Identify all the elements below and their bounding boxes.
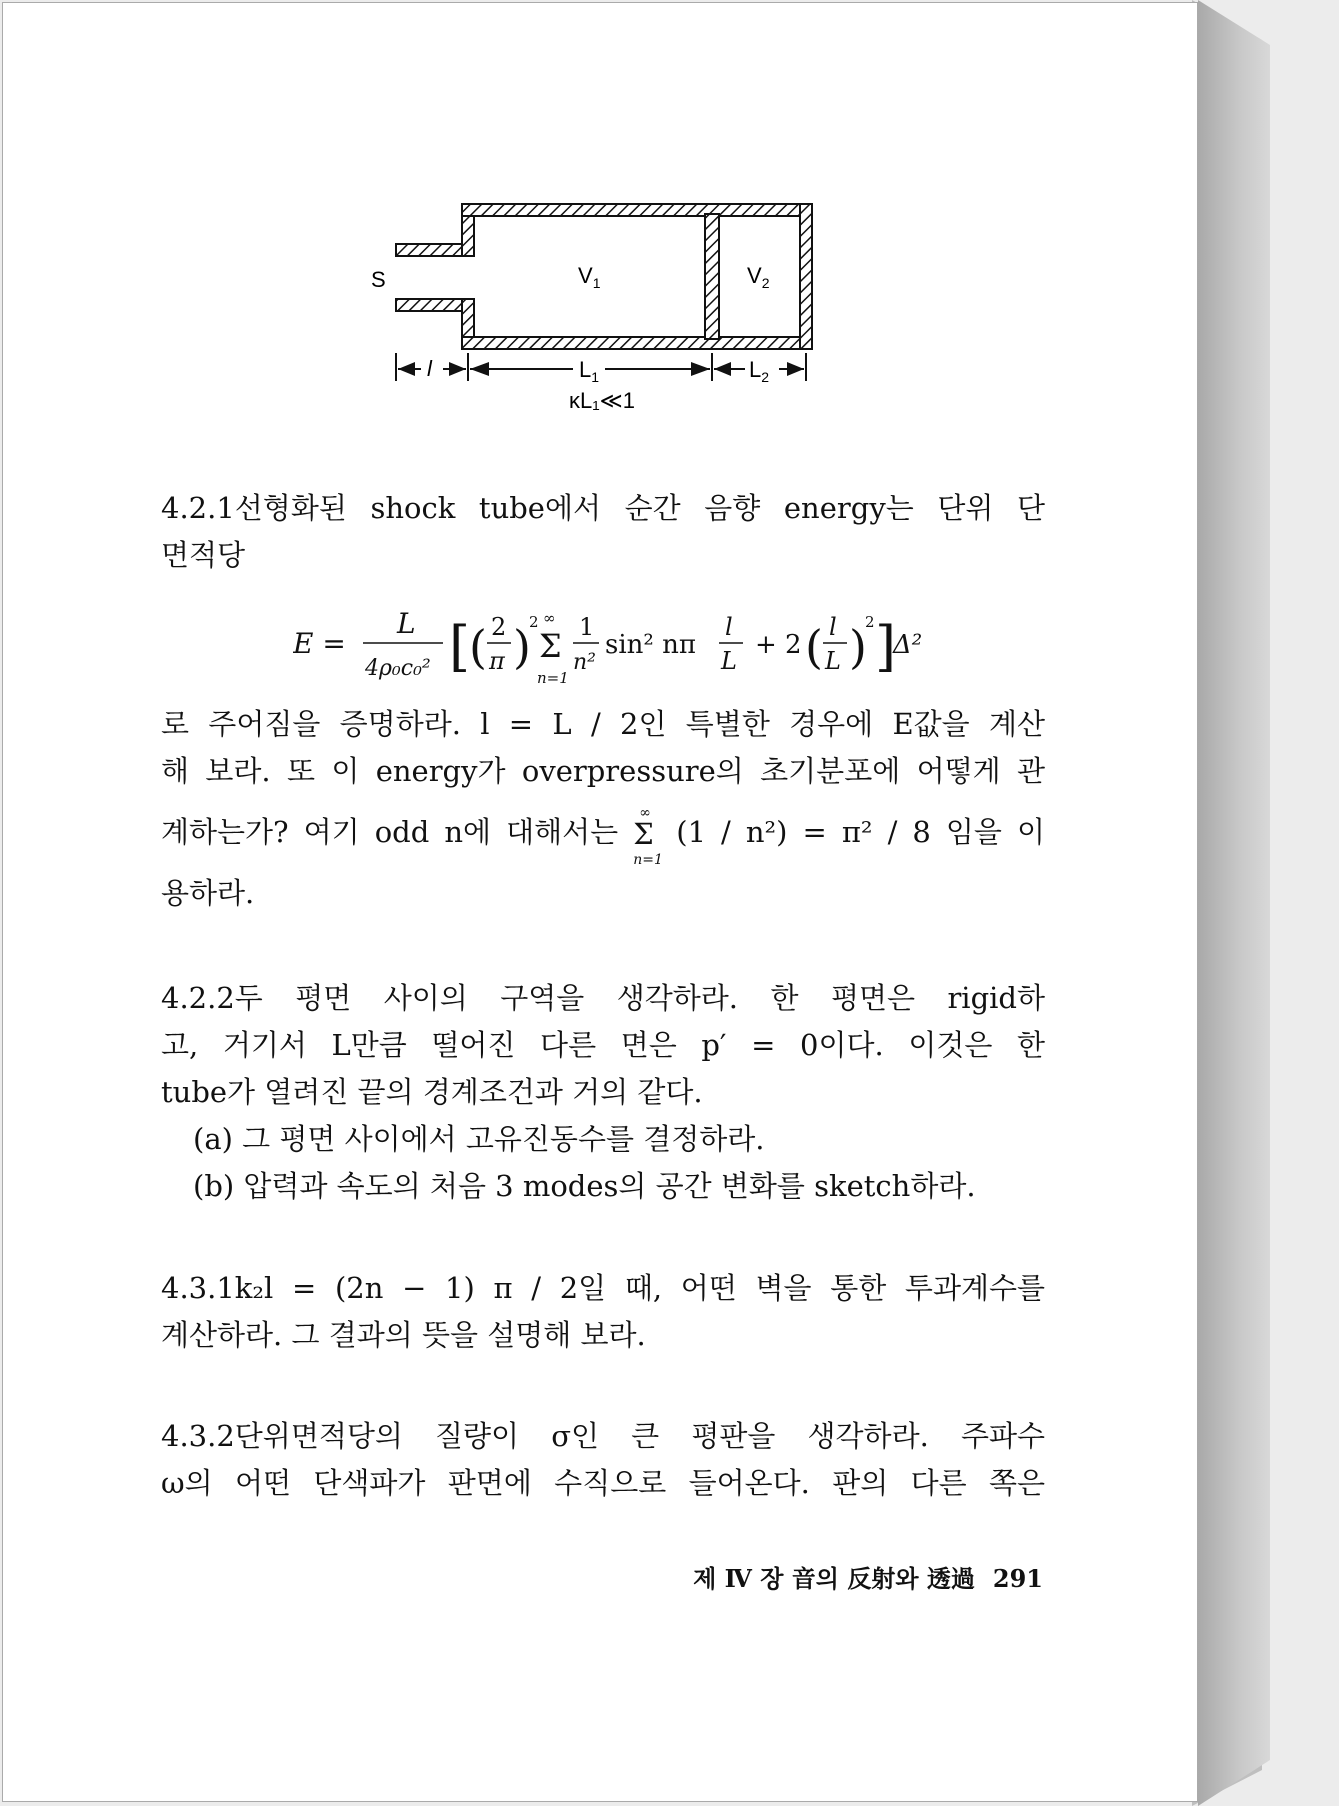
problem-4-2-1-line1: 4.2.1선형화된 shock tube에서 순간 음향 energy는 단위 단 [161,491,1045,525]
eq-bracket-open: [ [449,615,471,678]
problem-4-2-2 [161,975,1045,1210]
condition-label: κL₁≪1 [569,388,635,413]
eq-two: 2 [491,613,507,641]
problem-number: 4.3.1 [161,1271,235,1305]
eq-paren2-open: ( [805,620,823,674]
eq-plus-two: + 2 [755,630,802,660]
neck-bottom-wall [396,299,464,311]
dim-L1-arrowhead-right [691,362,710,376]
eq-delta: Δ² [893,630,923,660]
problem-4-2-1-line3: 로 주어짐을 증명하라. l = L / 2인 특별한 경우에 E값을 계산 [161,707,1045,741]
eq-sin: sin² nπ [605,630,696,660]
problem-4-3-2-line1: 4.3.2단위면적당의 질량이 σ인 큰 평판을 생각하라. 주파수 [161,1419,1045,1453]
eq-paren2-close: ) [849,620,867,674]
chapter-title: 제 Ⅳ 장 音의 反射와 透過 [693,1564,975,1593]
problem-4-2-1-line2: 면적당 [161,538,246,572]
label-v2: $V_2$ [747,263,770,291]
neck-top-wall [396,244,464,256]
sum-symbol: Σ ∞ n=1 [633,804,663,868]
eq-L: L [721,647,737,675]
eq-numerator: L [397,607,416,640]
book-page [2,2,1198,1802]
dim-L2-arrowhead-right [787,362,804,376]
dim-L1-arrowhead-left [470,362,489,376]
eq-square-1: 2 [529,613,539,631]
problem-4-2-2-line2: 고, 거기서 L만큼 떨어진 다른 면은 p′ = 0이다. 이것은 한 [161,1028,1045,1062]
eq-bracket-close: ] [875,615,897,678]
label-s: S [371,267,386,292]
eq-paren-open: ( [469,620,487,674]
chamber-bottom-wall [462,337,812,349]
problem-4-2-1-line4: 해 보라. 또 이 energy가 overpressure의 초기분포에 어떻게 관 [161,754,1045,788]
eq-l2: l [829,613,837,641]
problem-4-2-1-line6: 용하라. [161,876,255,910]
page-number: 291 [992,1564,1043,1593]
problem-4-3-2-line2: ω의 어떤 단색파가 판면에 수직으로 들어온다. 판의 다른 쪽은 [161,1466,1045,1500]
dim-L1-label: $L_1$ [579,357,600,385]
eq-E: E = [293,627,346,660]
eq-denominator: 4ρ₀c₀² [365,656,431,681]
problem-number: 4.2.1 [161,491,235,525]
problem-4-3-2 [161,1413,1045,1507]
chamber-right-wall [800,204,812,349]
problem-4-2-2-line3: tube가 열려진 끝의 경계조건과 거의 같다. [161,1075,703,1109]
eq-sum-top: ∞ [543,609,556,627]
problem-4-2-2-item-b: (b) 압력과 속도의 처음 3 modes의 공간 변화를 sketch하라. [193,1169,976,1203]
dim-l-arrowhead-right [449,362,466,376]
chamber-top-wall [462,204,812,216]
problem-4-2-2-item-a: (a) 그 평면 사이에서 고유진동수를 결정하라. [193,1122,765,1156]
label-v1: $V_1$ [578,263,601,291]
problem-4-2-1-continued [161,701,1045,917]
shock-tube-diagram [3,3,1199,423]
eq-sum-bottom: n=1 [537,669,569,687]
partition-wall [705,214,719,339]
eq-one: 1 [579,613,595,641]
dim-l-label: l [427,356,432,381]
page-footer [643,1559,1043,1594]
dim-L2-label: $L_2$ [749,357,770,385]
problem-number: 4.3.2 [161,1419,235,1453]
problem-4-2-1-line5: 계하는가? 여기 odd n에 대해서는 Σ ∞ n=1 (1 / n²) = π² / 8 임을 이 [161,804,1046,868]
eq-paren-close: ) [513,620,531,674]
eq-square-2: 2 [865,613,875,631]
eq-sigma: Σ [539,627,562,665]
dim-L2-arrowhead-left [714,362,731,376]
eq-n2: n² [573,650,596,675]
problem-4-3-1 [161,1265,1045,1359]
problem-4-2-2-line1: 4.2.2두 평면 사이의 구역을 생각하라. 한 평면은 rigid하 [161,981,1045,1015]
problem-4-3-1-line1: 4.3.1k₂l = (2n − 1) π / 2일 때, 어떤 벽을 통한 투과계수를 [161,1271,1045,1305]
dim-l-arrowhead-left [398,362,415,376]
book-page-edges [1198,0,1270,1806]
eq-pi: π [489,647,505,675]
problem-4-2-1 [161,485,1045,579]
eq-l: l [725,613,733,641]
problem-number: 4.2.2 [161,981,235,1015]
problem-4-3-1-line2: 계산하라. 그 결과의 뜻을 설명해 보라. [161,1318,646,1352]
energy-equation [293,603,933,693]
eq-L2: L [825,647,841,675]
